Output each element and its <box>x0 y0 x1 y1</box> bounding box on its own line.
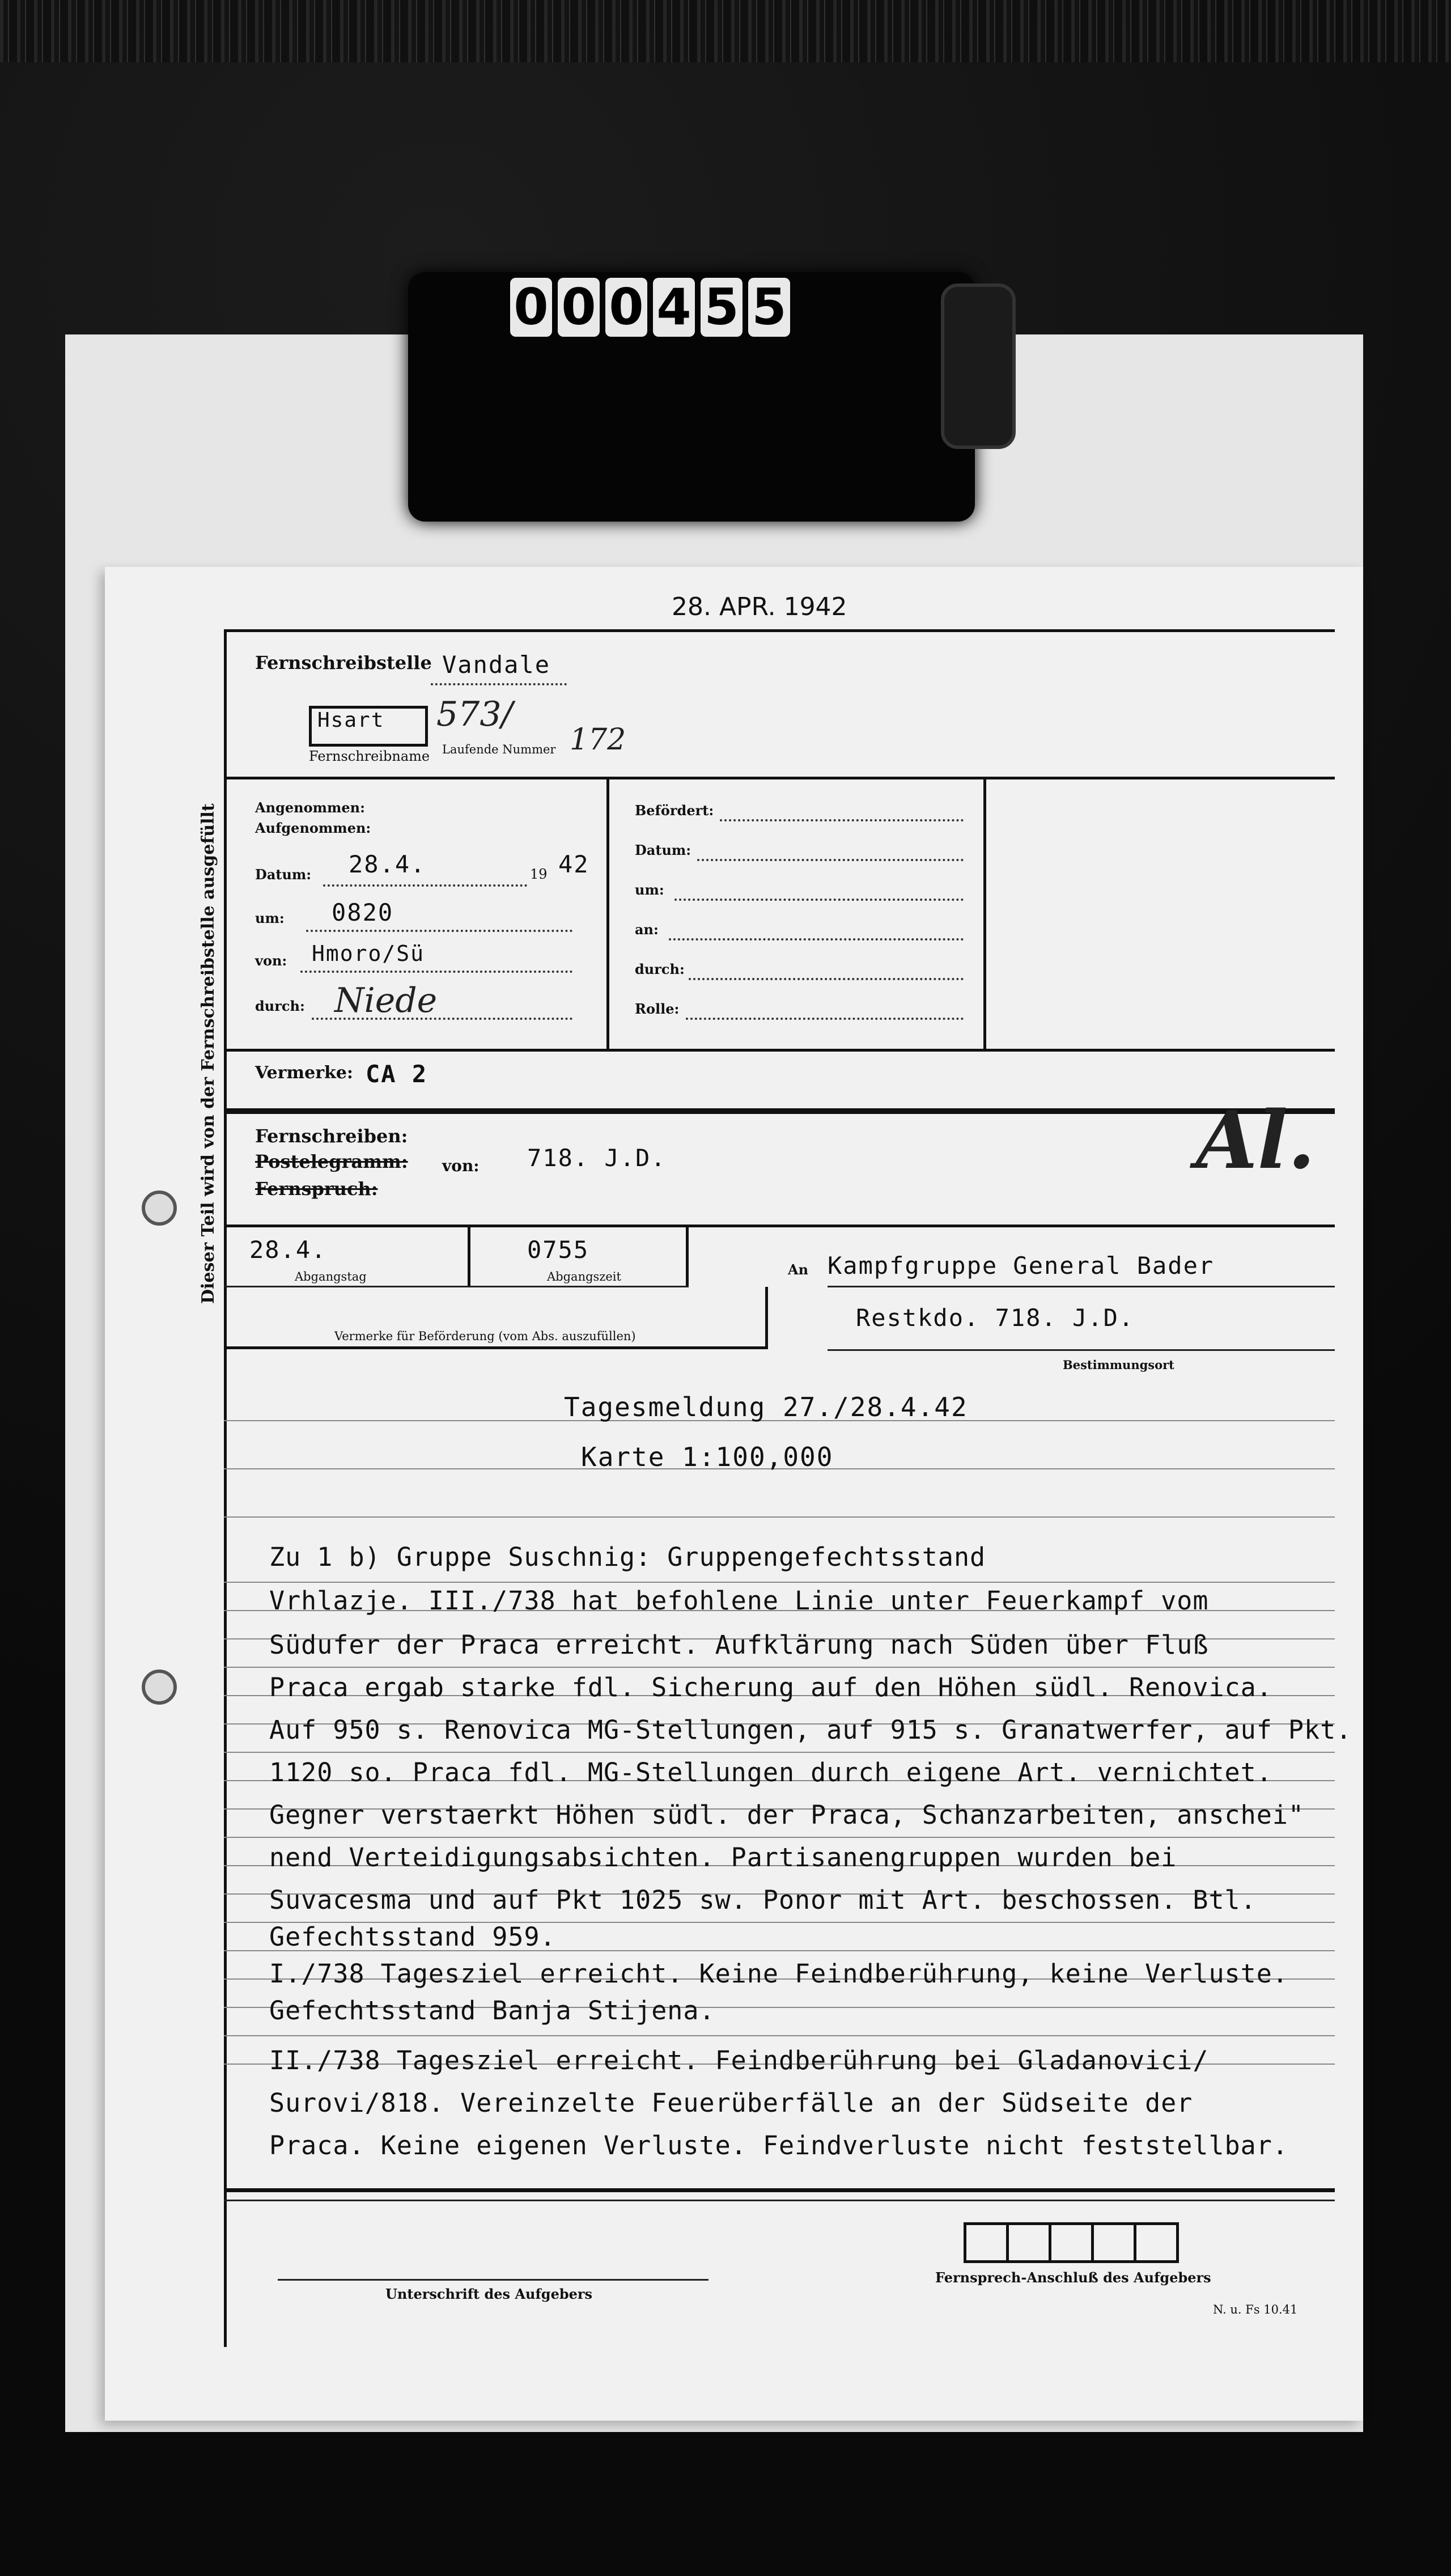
received-von-dots <box>300 971 572 973</box>
body-line: Südufer der Praca erreicht. Aufklärung nach Süden über Fluß <box>269 1630 1209 1660</box>
abgangstag-label: Abgangstag <box>295 1270 367 1283</box>
phone-box <box>1049 2222 1091 2263</box>
body-line: Surovi/818. Vereinzelte Feuerüberfälle an der Südseite der <box>269 2088 1193 2118</box>
fernsprech-label: Fernsprech-Anschluß des Aufgebers <box>935 2269 1211 2286</box>
forwarded-datum-dots <box>697 859 964 861</box>
year-prefix: 19 <box>530 866 548 882</box>
an-line-1-rule <box>828 1286 1335 1287</box>
form-top-border <box>224 629 1335 632</box>
phone-number-boxes <box>964 2222 1179 2263</box>
forwarded-durch-label: durch: <box>635 961 685 977</box>
received-forwarded-divider <box>606 777 609 1049</box>
forwarded-um-dots <box>674 899 964 901</box>
message-title: Tagesmeldung 27./28.4.42 <box>564 1392 968 1422</box>
ruled-line <box>224 1837 1335 1838</box>
ruled-line <box>224 1752 1335 1753</box>
laufende-nummer-value: 573/ <box>436 694 513 734</box>
vermerke-top-rule <box>224 1049 1335 1052</box>
aufgenommen-label: Aufgenommen: <box>255 820 371 836</box>
received-datum-dots <box>323 884 527 887</box>
an-label: An <box>788 1261 809 1278</box>
message-type-bottom-rule <box>224 1225 1335 1227</box>
footer-top-rule-2 <box>224 2200 1335 2201</box>
side-instruction-text: Dieser Teil wird von der Fernschreibstelle ausgefüllt <box>198 803 218 1304</box>
punch-hole-top <box>142 1190 177 1226</box>
received-von-label: von: <box>255 952 287 969</box>
body-line: II./738 Tagesziel erreicht. Feindberührung bei Gladanovici/ <box>269 2045 1209 2075</box>
laufende-nummer-extra: 172 <box>570 723 626 757</box>
body-line: I./738 Tagesziel erreicht. Keine Feindberührung, keine Verluste. <box>269 1959 1288 1989</box>
fernschreiben-label: Fernschreiben: <box>255 1125 408 1147</box>
phone-box <box>964 2222 1006 2263</box>
received-um-label: um: <box>255 910 285 926</box>
film-edge-strip <box>0 0 1451 62</box>
abgangstag-value: 28.4. <box>249 1236 327 1264</box>
angenommen-label: Angenommen: <box>255 799 365 816</box>
ruled-line <box>224 2035 1335 2036</box>
signature-line <box>278 2279 708 2281</box>
forwarded-datum-label: Datum: <box>635 842 691 858</box>
postelegramm-label: Postelegramm: <box>255 1151 408 1172</box>
counter-digit: 0 <box>605 278 647 337</box>
body-line: Praca. Keine eigenen Verluste. Feindverluste nicht feststellbar. <box>269 2130 1288 2160</box>
body-line: Gefechtsstand 959. <box>269 1922 556 1952</box>
ruled-line <box>224 1516 1335 1518</box>
year-value: 42 <box>558 850 589 878</box>
received-date-stamp: 28. APR. 1942 <box>672 592 847 621</box>
laufende-nummer-label: Laufende Nummer <box>442 743 556 756</box>
unterschrift-label: Unterschrift des Aufgebers <box>385 2286 593 2302</box>
received-um-dots <box>306 930 572 932</box>
footer-top-rule <box>224 2188 1335 2192</box>
vermerke-befoerderung-label: Vermerke für Beförderung (vom Abs. auszufüllen) <box>334 1329 636 1343</box>
received-von-value: Hmoro/Sü <box>312 941 425 966</box>
body-line: nend Verteidigungsabsichten. Partisanengruppen wurden bei <box>269 1842 1177 1872</box>
body-line: Praca ergab starke fdl. Sicherung auf den Höhen südl. Renovica. <box>269 1672 1272 1702</box>
fernschreibstelle-dots <box>431 683 567 685</box>
forwarded-an-label: an: <box>635 921 659 938</box>
ruled-line <box>224 1667 1335 1668</box>
forwarded-durch-dots <box>689 978 964 980</box>
counter-digit: 0 <box>558 278 600 337</box>
message-von-value: 718. J.D. <box>527 1144 667 1172</box>
clamp-knob <box>941 283 1016 449</box>
forwarded-rolle-dots <box>686 1018 964 1020</box>
forwarded-um-label: um: <box>635 882 664 898</box>
body-line: Zu 1 b) Gruppe Suschnig: Gruppengefechtsstand <box>269 1542 986 1572</box>
fernschreibstelle-value: Vandale <box>442 651 551 679</box>
phone-box <box>1006 2222 1049 2263</box>
forwarded-blank-divider <box>983 777 986 1049</box>
received-durch-signature: Niede <box>334 981 438 1020</box>
ruled-line <box>224 1582 1335 1583</box>
abgang-divider-1 <box>468 1225 470 1287</box>
message-von-label: von: <box>442 1156 480 1175</box>
an-line-2-rule <box>828 1349 1335 1351</box>
initials-signature: Al. <box>1196 1094 1316 1187</box>
phone-box <box>1091 2222 1134 2263</box>
forwarded-an-dots <box>669 938 964 940</box>
counter-digit: 4 <box>653 278 695 337</box>
abgangszeit-value: 0755 <box>527 1236 589 1264</box>
body-line: Auf 950 s. Renovica MG-Stellungen, auf 915 s. Granatwerfer, auf Pkt. <box>269 1715 1352 1745</box>
form-code: N. u. Fs 10.41 <box>1213 2303 1298 2316</box>
punch-hole-bottom <box>142 1670 177 1705</box>
an-line-2: Restkdo. 718. J.D. <box>856 1304 1135 1332</box>
received-durch-dots <box>312 1018 572 1020</box>
received-datum-value: 28.4. <box>349 850 426 878</box>
counter-digit: 5 <box>701 278 743 337</box>
fernschreibname-label: Fernschreibname <box>309 748 430 764</box>
forwarded-rolle-label: Rolle: <box>635 1001 680 1017</box>
body-line: Gefechtsstand Banja Stijena. <box>269 1995 715 2026</box>
vermerke-bottom-rule <box>224 1108 1335 1114</box>
body-line: 1120 so. Praca fdl. MG-Stellungen durch eigene Art. vernichtet. <box>269 1757 1272 1787</box>
received-durch-label: durch: <box>255 998 305 1014</box>
befoerdert-label: Befördert: <box>635 802 714 819</box>
bestimmungsort-label: Bestimmungsort <box>1063 1358 1174 1372</box>
map-reference: Karte 1:100,000 <box>581 1442 834 1472</box>
fernschreibstelle-label: Fernschreibstelle <box>255 652 432 673</box>
fernspruch-label: Fernspruch: <box>255 1178 378 1200</box>
received-um-value: 0820 <box>332 899 394 926</box>
frame-counter <box>510 278 790 340</box>
body-line: Suvacesma und auf Pkt 1025 sw. Ponor mit Art. beschossen. Btl. <box>269 1885 1257 1915</box>
an-line-1: Kampfgruppe General Bader <box>828 1252 1215 1279</box>
header-divider <box>224 777 1335 779</box>
abgangszeit-label: Abgangszeit <box>547 1270 621 1283</box>
counter-digit: 5 <box>748 278 790 337</box>
vermerke-label: Vermerke: <box>255 1063 353 1083</box>
befoerdert-dots <box>720 819 964 821</box>
phone-box <box>1134 2222 1179 2263</box>
form-left-border <box>224 629 227 2347</box>
fernschreibname-value: Hsart <box>317 709 385 732</box>
abgang-divider-2 <box>686 1225 689 1287</box>
counter-digit: 0 <box>510 278 552 337</box>
received-datum-label: Datum: <box>255 866 312 883</box>
body-line: Gegner verstaerkt Höhen südl. der Praca, Schanzarbeiten, anschei" <box>269 1800 1304 1830</box>
vermerke-value: CA 2 <box>366 1060 428 1088</box>
body-line: Vrhlazje. III./738 hat befohlene Linie unter Feuerkampf vom <box>269 1586 1209 1616</box>
